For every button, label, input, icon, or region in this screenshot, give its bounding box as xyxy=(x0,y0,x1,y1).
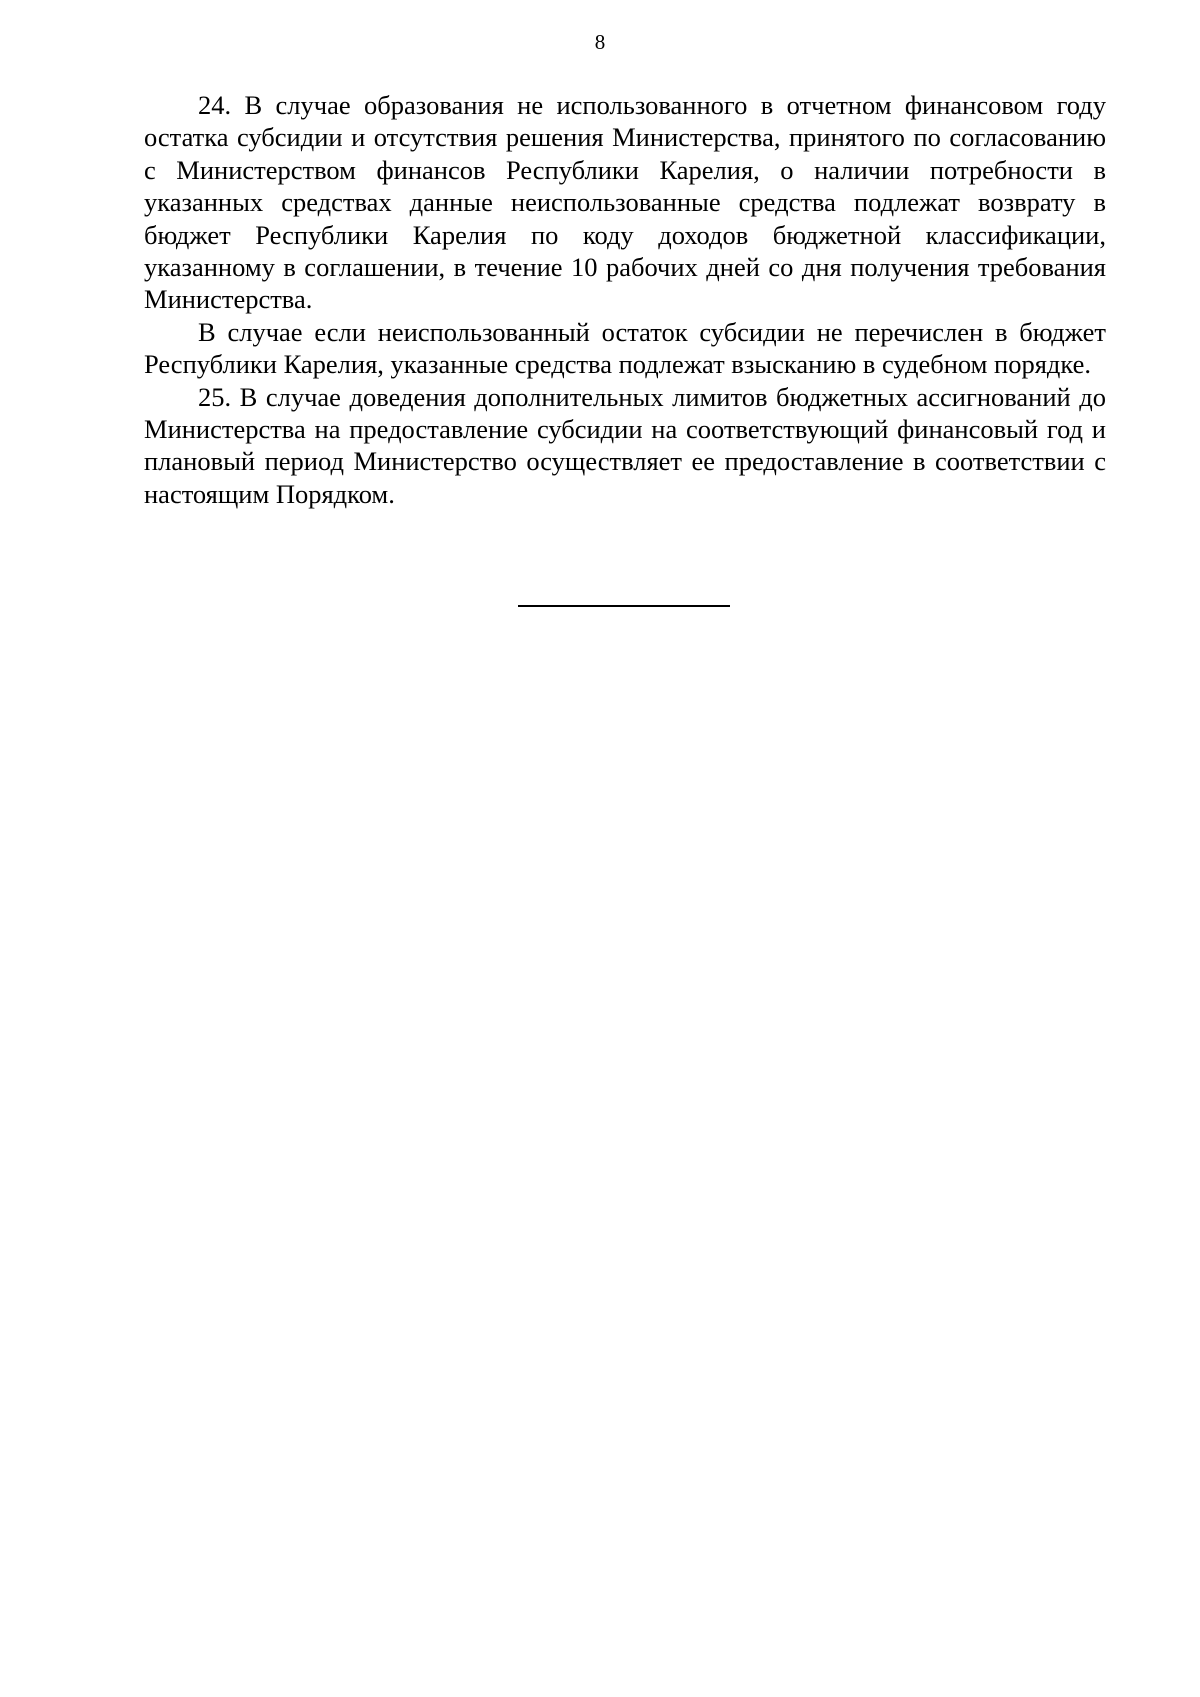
paragraph-item-25: 25. В случае доведения дополнительных лимитов бюджетных ассигнований до Министерства на предоставление субсидии на соответствующий финансовый год и плановый период Министерство осуществляет ее предоставление в соответствии с настоящим Порядком. xyxy=(144,381,1106,509)
page-number: 8 xyxy=(594,30,606,54)
paragraph-recovery: В случае если неиспользованный остаток субсидии не перечислен в бюджет Республики Карелия, указанные средства подлежат взысканию в судебном порядке. xyxy=(144,316,1106,380)
document-body xyxy=(144,89,1106,510)
paragraph-item-24: 24. В случае образования не использованного в отчетном финансовом году остатка субсидии и отсутствия решения Министерства, принятого по согласованию с Министерством финансов Республики Карелия, о наличии потребности в указанных средствах данные неиспользованные средства подлежат возврату в бюджет Республики Карелия по коду доходов бюджетной классификации, указанному в соглашении, в течение 10 рабочих дней со дня получения требования Министерства. xyxy=(144,90,1106,315)
end-separator-line xyxy=(518,605,730,607)
